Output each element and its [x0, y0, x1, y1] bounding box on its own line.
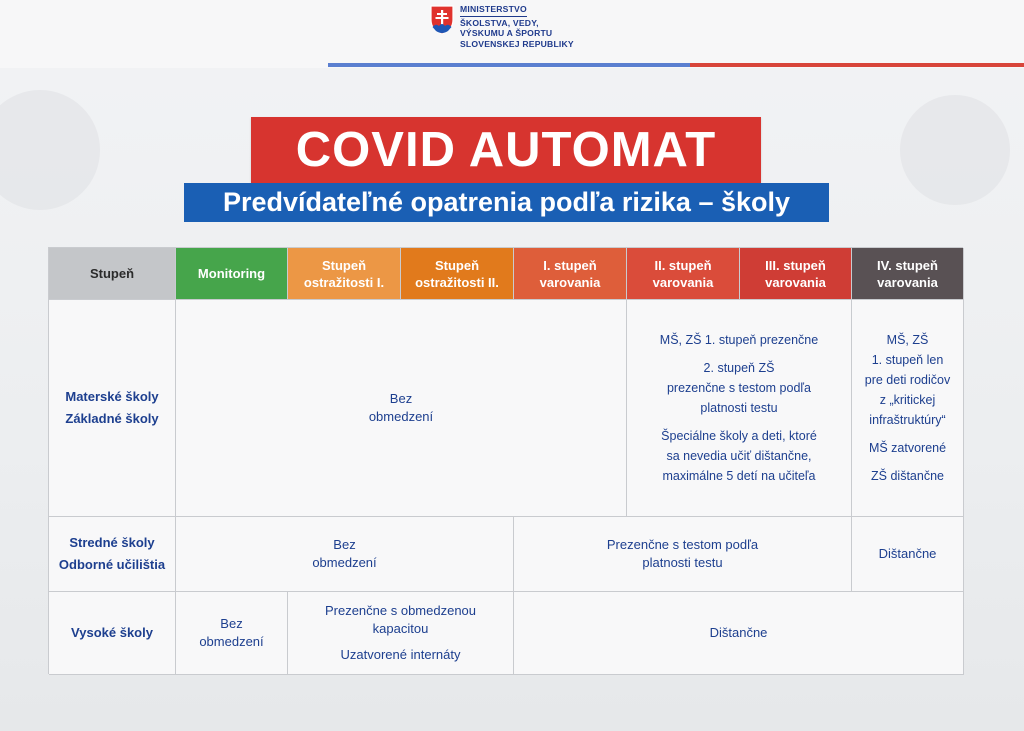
- cell-paragraph: [325, 602, 476, 638]
- header-label: ostražitosti I.: [303, 274, 385, 290]
- header-divider: [328, 63, 1024, 67]
- header-label: II. stupeň: [654, 257, 712, 273]
- cell-text: platnosti testu: [700, 401, 778, 415]
- row-label-text: Základné školy: [65, 411, 159, 426]
- cell-text: MŠ zatvorené: [868, 441, 947, 455]
- cell-text: Prezenčne s testom podľa: [606, 537, 759, 552]
- row-label-text: Stredné školy: [69, 535, 155, 550]
- header-label: Stupeň: [434, 257, 480, 273]
- cell-text: infraštruktúry“: [869, 413, 946, 427]
- virus-decoration: [900, 95, 1010, 205]
- ministry-logo: [430, 4, 574, 49]
- header-label: varovania: [765, 274, 826, 290]
- header-label: I. stupeň: [543, 257, 597, 273]
- cell-obmedzena-kapacita: [288, 592, 514, 675]
- cell-paragraph: [865, 330, 950, 430]
- ministry-line: MINISTERSTVO: [460, 4, 527, 17]
- cell-text: Bez: [389, 391, 413, 406]
- cell-distancne: [852, 517, 964, 592]
- cell-bez-obmedzeni: [176, 592, 288, 675]
- ministry-line: VÝSKUMU A ŠPORTU: [460, 28, 553, 38]
- cell-text: Dištančne: [709, 625, 768, 640]
- cell-text: Bez: [220, 616, 243, 631]
- row-label-vysoke: [49, 592, 176, 675]
- row-label-text: Odborné učilištia: [58, 557, 166, 572]
- cell-text: prezenčne s testom podľa: [666, 381, 811, 395]
- cell-varovanie-2-3-materske: [627, 300, 852, 517]
- cell-distancne: [514, 592, 964, 675]
- cell-text: sa nevedia učiť dištančne,: [666, 449, 812, 463]
- cell-text: maximálne 5 detí na učiteľa: [662, 469, 816, 483]
- cell-text: Prezenčne s obmedzenou: [324, 603, 477, 618]
- cell-text: obmedzení: [368, 409, 434, 424]
- header-label: IV. stupeň: [877, 257, 938, 273]
- header-varovanie-3: [740, 248, 852, 300]
- cell-bez-obmedzeni: [176, 517, 514, 592]
- cell-text: MŠ, ZŠ 1. stupeň prezenčne: [659, 333, 819, 347]
- cell-text: Bez: [333, 537, 356, 552]
- cell-paragraph: [661, 426, 817, 486]
- virus-decoration: [0, 90, 100, 210]
- cell-prezencne-test: [514, 517, 852, 592]
- cell-varovanie-4-materske: [852, 300, 964, 517]
- row-label-stredne-odborne: [49, 517, 176, 592]
- ministry-line: SLOVENSKEJ REPUBLIKY: [460, 38, 574, 49]
- header-monitoring: [176, 248, 288, 300]
- cell-text: Špeciálne školy a deti, ktoré: [661, 429, 817, 443]
- cell-text: MŠ, ZŠ: [886, 333, 929, 347]
- row-label-text: Vysoké školy: [71, 625, 153, 640]
- cell-text: ZŠ dištančne: [871, 469, 944, 483]
- header-label: varovania: [877, 274, 938, 290]
- ministry-line: ŠKOLSTVA, VEDY,: [460, 17, 539, 28]
- ministry-name: [460, 4, 574, 49]
- header-label: III. stupeň: [765, 257, 826, 273]
- cell-text: platnosti testu: [642, 555, 723, 570]
- row-label-text: Materské školy: [65, 389, 159, 404]
- cell-bez-obmedzeni: [176, 300, 627, 517]
- header-label: varovania: [652, 274, 714, 290]
- cell-text: obmedzení: [312, 555, 377, 570]
- cell-text: obmedzení: [199, 634, 264, 649]
- header-label: Monitoring: [197, 266, 266, 281]
- header-varovanie-1: [514, 248, 627, 300]
- cell-text: kapacitou: [372, 621, 429, 636]
- row-label-materske-zakladne: [49, 300, 176, 517]
- header-stupen: [49, 248, 176, 300]
- cell-text: 1. stupeň len: [871, 353, 944, 367]
- header-ostrazitost-1: [288, 248, 401, 300]
- header-label: Stupeň: [321, 257, 367, 273]
- cell-text: Uzatvorené internáty: [340, 647, 461, 662]
- cell-text: pre deti rodičov: [864, 373, 951, 387]
- cell-text: Dištančne: [878, 546, 937, 561]
- header-varovanie-2: [627, 248, 740, 300]
- page-subtitle: Predvídateľné opatrenia podľa rizika – školy: [184, 183, 829, 222]
- header-ostrazitost-2: [401, 248, 514, 300]
- slovak-coat-of-arms-icon: [430, 5, 454, 35]
- cell-paragraph: [667, 358, 811, 418]
- header-varovanie-4: [852, 248, 964, 300]
- page-title: COVID AUTOMAT: [251, 117, 761, 183]
- header-label: ostražitosti II.: [415, 274, 499, 290]
- header-label: Stupeň: [89, 266, 135, 281]
- measures-table: [48, 247, 963, 674]
- header-label: varovania: [539, 274, 601, 290]
- cell-text: z „kritickej: [879, 393, 936, 407]
- cell-text: 2. stupeň ZŠ: [703, 361, 775, 375]
